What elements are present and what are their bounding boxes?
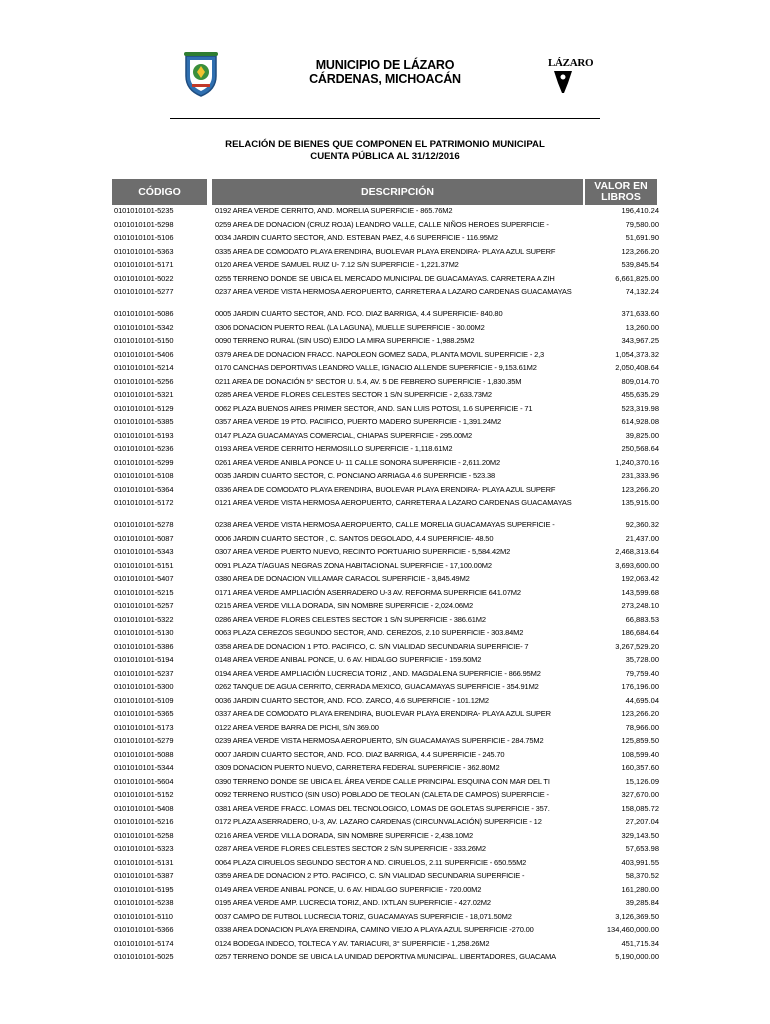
cell-code: 0101010101-5172 [114, 498, 174, 507]
cell-code: 0101010101-5108 [114, 471, 174, 480]
cell-description: 0122 AREA VERDE BARRA DE PICHI, S/N 369.00 [215, 722, 379, 732]
table-row [114, 260, 659, 274]
table-row [114, 431, 659, 445]
table-row [114, 561, 659, 575]
cell-description: 0092 TERRENO RUSTICO (SIN USO) POBLADO DE TEOLAN (CALETA DE CAMPOS) SUPERFICIE - [215, 790, 549, 799]
cell-value: 539,845.54 [621, 260, 659, 269]
table-row [114, 777, 659, 791]
cell-description: 0285 AREA VERDE FLORES CELESTES SECTOR 1 S/N SUPERFICIE - 2,633.73M2 [215, 390, 492, 399]
cell-value: 186,684.64 [621, 628, 659, 637]
cell-code: 0101010101-5408 [114, 803, 174, 813]
cell-description: 0336 AREA DE COMODATO PLAYA ERENDIRA, BUOLEVAR PLAYA ERENDIRA- PLAYA AZUL SUPERF [215, 484, 556, 494]
cell-value: 35,728.00 [625, 655, 659, 664]
cell-description: 0034 JARDIN CUARTO SECTOR, AND. ESTEBAN PAEZ, 4.6 SUPERFICIE - 116.95M2 [215, 233, 498, 242]
cell-description: 0338 AREA DONACION PLAYA ERENDIRA, CAMINO VIEJO A PLAYA AZUL SUPERFICIE -270.00 [215, 925, 534, 934]
column-header-value-line-1: VALOR EN [594, 180, 648, 192]
cell-value: 143,599.68 [621, 587, 659, 597]
cell-value: 3,267,529.20 [615, 641, 659, 651]
cell-description: 0239 AREA VERDE VISTA HERMOSA AEROPUERTO, S/N GUACAMAYAS SUPERFICIE - 284.75M2 [215, 736, 544, 745]
lazaro-logo-text: LÁZARO [548, 57, 594, 69]
table-row [114, 206, 659, 220]
cell-code: 0101010101-5322 [114, 614, 174, 624]
cell-code: 0101010101-5086 [114, 309, 174, 318]
column-header-value-line-2: LIBROS [601, 191, 641, 203]
table-row [114, 485, 659, 499]
cell-value: 329,143.50 [621, 830, 659, 840]
cell-code: 0101010101-5344 [114, 763, 174, 772]
cell-description: 0381 AREA VERDE FRACC. LOMAS DEL TECNOLOGICO, LOMAS DE GOLETAS SUPERFICIE - 357. [215, 803, 550, 813]
table-row [114, 709, 659, 723]
cell-code: 0101010101-5171 [114, 260, 174, 269]
cell-description: 0193 AREA VERDE CERRITO HERMOSILLO SUPERFICIE - 1,118.61M2 [215, 444, 453, 453]
table-row [114, 458, 659, 472]
cell-description: 0262 TANQUE DE AGUA CERRITO, CERRADA MEXICO, GUACAMAYAS SUPERFICIE - 354.91M2 [215, 682, 539, 691]
table-row [114, 498, 659, 520]
cell-code: 0101010101-5088 [114, 749, 174, 759]
cell-description: 0380 AREA DE DONACION VILLAMAR CARACOL SUPERFICIE - 3,845.49M2 [215, 574, 470, 583]
cell-description: 0090 TERRENO RURAL (SIN USO) EJIDO LA MIRA SUPERFICIE - 1,988.25M2 [215, 336, 475, 345]
cell-code: 0101010101-5150 [114, 336, 174, 345]
table-row [114, 790, 659, 804]
table-row [114, 417, 659, 431]
table-row [114, 844, 659, 858]
cell-value: 273,248.10 [621, 601, 659, 610]
cell-code: 0101010101-5151 [114, 560, 174, 570]
cell-value: 1,240,370.16 [615, 457, 659, 467]
cell-code: 0101010101-5109 [114, 695, 174, 705]
cell-description: 0261 AREA VERDE ANIBLA PONCE U- 11 CALLE SONORA SUPERFICIE - 2,611.20M2 [215, 457, 501, 467]
cell-description: 0148 AREA VERDE ANIBAL PONCE, U. 6 AV. HIDALGO SUPERFICIE - 159.50M2 [215, 655, 482, 664]
cell-value: 371,633.60 [621, 309, 659, 318]
cell-value: 123,266.20 [621, 484, 659, 494]
cell-code: 0101010101-5238 [114, 898, 174, 907]
cell-description: 0062 PLAZA BUENOS AIRES PRIMER SECTOR, AND. SAN LUIS POTOSI, 1.6 SUPERFICIE - 71 [215, 403, 533, 413]
cell-code: 0101010101-5406 [114, 349, 174, 359]
table-row [114, 723, 659, 737]
table-row [114, 642, 659, 656]
cell-description: 0287 AREA VERDE FLORES CELESTES SECTOR 2 S/N SUPERFICIE - 333.26M2 [215, 844, 486, 853]
table-row [114, 377, 659, 391]
cell-value: 158,085.72 [621, 803, 659, 813]
cell-value: 5,190,000.00 [615, 952, 659, 961]
cell-value: 403,991.55 [621, 857, 659, 867]
cell-description: 0035 JARDIN CUARTO SECTOR, C. PONCIANO ARRIAGA 4.6 SUPERFICIE - 523.38 [215, 471, 496, 480]
cell-description: 0379 AREA DE DONACION FRACC. NAPOLEON GOMEZ SADA, PLANTA MOVIL SUPERFICIE - 2,3 [215, 349, 545, 359]
cell-code: 0101010101-5279 [114, 736, 174, 745]
table-row [114, 534, 659, 548]
cell-value: 58,370.52 [625, 871, 659, 880]
cell-code: 0101010101-5256 [114, 376, 174, 386]
table-row [114, 615, 659, 629]
table-row [114, 588, 659, 602]
cell-value: 125,859.50 [621, 736, 659, 745]
cell-description: 0255 TERRENO DONDE SE UBICA EL MERCADO MUNICIPAL DE GUACAMAYAS. CARRETERA A ZIH [215, 273, 555, 283]
table-row [114, 804, 659, 818]
cell-description: 0006 JARDIN CUARTO SECTOR , C. SANTOS DEGOLADO, 4.4 SUPERFICIE- 48.50 [215, 533, 494, 543]
cell-description: 0357 AREA VERDE 19 PTO. PACIFICO, PUERTO MADERO SUPERFICIE - 1,391.24M2 [215, 417, 501, 426]
page-title-line-2: CÁRDENAS, MICHOACÁN [309, 72, 461, 86]
table-row [114, 763, 659, 777]
assets-table [114, 206, 659, 966]
table-row [114, 471, 659, 485]
cell-code: 0101010101-5130 [114, 628, 174, 637]
cell-code: 0101010101-5366 [114, 925, 174, 934]
cell-code: 0101010101-5131 [114, 857, 174, 867]
cell-value: 57,653.98 [625, 844, 659, 853]
cell-code: 0101010101-5257 [114, 601, 174, 610]
header-divider [170, 118, 600, 119]
table-row [114, 601, 659, 615]
cell-description: 0036 JARDIN CUARTO SECTOR, AND. FCO. ZARCO, 4.6 SUPERFICIE - 101.12M2 [215, 695, 489, 705]
cell-description: 0257 TERRENO DONDE SE UBICA LA UNIDAD DEPORTIVA MUNICIPAL. LIBERTADORES, GUACAMA [215, 952, 557, 961]
cell-description: 0171 AREA VERDE AMPLIACIÓN ASERRADERO U-3 AV. REFORMA SUPERFICIE 641.07M2 [215, 587, 521, 597]
cell-description: 0195 AREA VERDE AMP. LUCRECIA TORIZ, AND. IXTLAN SUPERFICIE - 427.02M2 [215, 898, 491, 907]
cell-value: 176,196.00 [621, 682, 659, 691]
cell-description: 0216 AREA VERDE VILLA DORADA, SIN NOMBRE SUPERFICIE - 2,438.10M2 [215, 830, 474, 840]
cell-value: 161,280.00 [621, 884, 659, 894]
table-row [114, 952, 659, 966]
cell-description: 0337 AREA DE COMODATO PLAYA ERENDIRA, BUOLEVAR PLAYA ERENDIRA- PLAYA AZUL SUPER [215, 709, 551, 718]
cell-value: 44,695.04 [625, 695, 659, 705]
cell-code: 0101010101-5194 [114, 655, 174, 664]
table-row [114, 736, 659, 750]
table-row [114, 912, 659, 926]
cell-code: 0101010101-5025 [114, 952, 174, 961]
cell-description: 0120 AREA VERDE SAMUEL RUIZ U- 7.12 S/N SUPERFICIE - 1,221.37M2 [215, 260, 459, 269]
cell-value: 451,715.34 [621, 938, 659, 948]
column-header-code: CÓDIGO [112, 179, 207, 205]
cell-description: 0335 AREA DE COMODATO PLAYA ERENDIRA, BUOLEVAR PLAYA ERENDIRA- PLAYA AZUL SUPERF [215, 246, 556, 256]
cell-description: 0124 BODEGA INDECO, TOLTECA Y AV. TARIACURI, 3° SUPERFICIE - 1,258.26M2 [215, 938, 490, 948]
cell-code: 0101010101-5343 [114, 547, 174, 556]
table-row [114, 274, 659, 288]
cell-description: 0063 PLAZA CEREZOS SEGUNDO SECTOR, AND. CEREZOS, 2.10 SUPERFICIE - 303.84M2 [215, 628, 524, 637]
cell-value: 196,410.24 [621, 206, 659, 215]
cell-code: 0101010101-5237 [114, 668, 174, 678]
cell-code: 0101010101-5129 [114, 403, 174, 413]
table-row [114, 247, 659, 261]
cell-value: 13,260.00 [625, 322, 659, 332]
cell-description: 0238 AREA VERDE VISTA HERMOSA AEROPUERTO, CALLE MORELIA GUACAMAYAS SUPERFICIE - [215, 520, 555, 529]
table-row [114, 220, 659, 234]
cell-code: 0101010101-5195 [114, 884, 174, 894]
cell-value: 27,207.04 [625, 817, 659, 826]
cell-code: 0101010101-5364 [114, 484, 174, 494]
cell-description: 0309 DONACION PUERTO NUEVO, CARRETERA FEDERAL SUPERFICIE - 362.80M2 [215, 763, 500, 772]
cell-code: 0101010101-5173 [114, 722, 174, 732]
cell-value: 15,126.09 [625, 776, 659, 786]
cell-value: 455,635.29 [621, 390, 659, 399]
cell-code: 0101010101-5277 [114, 287, 174, 296]
cell-description: 0194 AREA VERDE AMPLIACIÓN LUCRECIA TORIZ , AND. MAGDALENA SUPERFICIE - 866.95M2 [215, 668, 541, 678]
cell-code: 0101010101-5342 [114, 322, 174, 332]
cell-value: 192,063.42 [621, 574, 659, 583]
cell-value: 1,054,373.32 [615, 349, 659, 359]
cell-value: 51,691.90 [625, 233, 659, 242]
cell-code: 0101010101-5323 [114, 844, 174, 853]
table-row [114, 520, 659, 534]
cell-description: 0307 AREA VERDE PUERTO NUEVO, RECINTO PORTUARIO SUPERFICIE - 5,584.42M2 [215, 547, 511, 556]
cell-value: 250,568.64 [621, 444, 659, 453]
cell-description: 0064 PLAZA CIRUELOS SEGUNDO SECTOR A ND. CIRUELOS, 2.11 SUPERFICIE - 650.55M2 [215, 857, 527, 867]
cell-code: 0101010101-5300 [114, 682, 174, 691]
table-row [114, 858, 659, 872]
cell-description: 0358 AREA DE DONACION 1 PTO. PACIFICO, C. S/N VIALIDAD SECUNDARIA SUPERFICIE- 7 [215, 641, 529, 651]
cell-description: 0121 AREA VERDE VISTA HERMOSA AEROPUERTO, CARRETERA A LAZARO CARDENAS GUACAMAYAS [215, 498, 572, 507]
cell-value: 74,132.24 [625, 287, 659, 296]
column-header-value [585, 179, 657, 205]
table-row [114, 323, 659, 337]
table-row [114, 363, 659, 377]
cell-code: 0101010101-5278 [114, 520, 174, 529]
cell-value: 123,266.20 [621, 709, 659, 718]
cell-code: 0101010101-5385 [114, 417, 174, 426]
cell-code: 0101010101-5087 [114, 533, 174, 543]
table-row [114, 669, 659, 683]
cell-description: 0192 AREA VERDE CERRITO, AND. MORELIA SUPERFICIE - 865.76M2 [215, 206, 453, 215]
table-row [114, 817, 659, 831]
cell-description: 0147 PLAZA GUACAMAYAS COMERCIAL, CHIAPAS SUPERFICIE - 295.00M2 [215, 430, 473, 440]
cell-description: 0259 AREA DE DONACION (CRUZ ROJA) LEANDRO VALLE, CALLE NIÑOS HEROES SUPERFICIE - [215, 219, 549, 229]
table-row [114, 628, 659, 642]
cell-code: 0101010101-5604 [114, 776, 174, 786]
table-row [114, 390, 659, 404]
cell-description: 0286 AREA VERDE FLORES CELESTES SECTOR 1 S/N SUPERFICIE - 386.61M2 [215, 614, 486, 624]
table-row [114, 831, 659, 845]
cell-code: 0101010101-5152 [114, 790, 174, 799]
cell-code: 0101010101-5387 [114, 871, 174, 880]
cell-value: 21,437.00 [625, 533, 659, 543]
cell-value: 523,319.98 [621, 403, 659, 413]
cell-code: 0101010101-5214 [114, 363, 174, 372]
cell-value: 3,693,600.00 [615, 560, 659, 570]
cell-code: 0101010101-5365 [114, 709, 174, 718]
cell-description: 0170 CANCHAS DEPORTIVAS LEANDRO VALLE, IGNACIO ALLENDE SUPERFICIE - 9,153.61M2 [215, 363, 537, 372]
cell-description: 0211 AREA DE DONACIÓN 5° SECTOR U. 5.4, AV. 5 DE FEBRERO SUPERFICIE - 1,830.35M [215, 376, 522, 386]
cell-value: 134,460,000.00 [606, 925, 659, 934]
cell-description: 0007 JARDIN CUARTO SECTOR, AND. FCO. DIAZ BARRIGA, 4.4 SUPERFICIE - 245.70 [215, 749, 505, 759]
table-row [114, 871, 659, 885]
cell-description: 0306 DONACION PUERTO REAL (LA LAGUNA), MUELLE SUPERFICIE - 30.00M2 [215, 322, 485, 332]
report-subtitle-line-1: RELACIÓN DE BIENES QUE COMPONEN EL PATRIMONIO MUNICIPAL [225, 139, 545, 150]
cell-value: 231,333.96 [621, 471, 659, 480]
cell-code: 0101010101-5386 [114, 641, 174, 651]
page-title-line-1: MUNICIPIO DE LÁZARO [315, 58, 455, 72]
cell-value: 809,014.70 [621, 376, 659, 386]
cell-code: 0101010101-5110 [114, 911, 173, 921]
cell-code: 0101010101-5258 [114, 830, 174, 840]
cell-description: 0172 PLAZA ASERRADERO, U-3, AV. LAZARO CARDENAS (CIRCUNVALACIÓN) SUPERFICIE - 12 [215, 817, 542, 826]
table-row [114, 547, 659, 561]
cell-value: 39,285.84 [625, 898, 659, 907]
cell-description: 0091 PLAZA T/AGUAS NEGRAS ZONA HABITACIONAL SUPERFICIE - 17,100.00M2 [215, 560, 492, 570]
cell-code: 0101010101-5407 [114, 574, 174, 583]
table-row [114, 925, 659, 939]
cell-value: 160,357.60 [621, 763, 659, 772]
cell-description: 0390 TERRENO DONDE SE UBICA EL ÁREA VERDE CALLE PRINCIPAL ESQUINA CON MAR DEL TI [215, 776, 550, 786]
cell-description: 0037 CAMPO DE FUTBOL LUCRECIA TORIZ, GUACAMAYAS SUPERFICIE - 18,071.50M2 [215, 911, 512, 921]
table-row [114, 574, 659, 588]
cell-value: 2,468,313.64 [615, 547, 659, 556]
table-row [114, 287, 659, 309]
cell-code: 0101010101-5022 [114, 273, 174, 283]
cell-value: 3,126,369.50 [615, 911, 659, 921]
table-row [114, 750, 659, 764]
cell-code: 0101010101-5298 [114, 219, 174, 229]
table-row [114, 696, 659, 710]
cell-value: 78,966.00 [625, 722, 659, 732]
cell-code: 0101010101-5321 [114, 390, 174, 399]
table-row [114, 898, 659, 912]
table-row [114, 336, 659, 350]
table-row [114, 682, 659, 696]
cell-value: 108,599.40 [621, 749, 659, 759]
table-row [114, 309, 659, 323]
cell-value: 39,825.00 [625, 430, 659, 440]
cell-value: 123,266.20 [621, 246, 659, 256]
cell-value: 343,967.25 [621, 336, 659, 345]
cell-code: 0101010101-5215 [114, 587, 174, 597]
cell-description: 0237 AREA VERDE VISTA HERMOSA AEROPUERTO, CARRETERA A LAZARO CARDENAS GUACAMAYAS [215, 287, 572, 296]
cell-code: 0101010101-5363 [114, 246, 174, 256]
table-row [114, 444, 659, 458]
column-header-description: DESCRIPCIÓN [212, 179, 583, 205]
cell-value: 79,580.00 [625, 219, 659, 229]
cell-code: 0101010101-5299 [114, 457, 174, 467]
cell-code: 0101010101-5235 [114, 206, 174, 215]
cell-value: 92,360.32 [625, 520, 659, 529]
table-row [114, 233, 659, 247]
cell-value: 66,883.53 [625, 614, 659, 624]
cell-description: 0215 AREA VERDE VILLA DORADA, SIN NOMBRE SUPERFICIE - 2,024.06M2 [215, 601, 474, 610]
cell-value: 79,759.40 [625, 668, 659, 678]
cell-code: 0101010101-5236 [114, 444, 174, 453]
cell-code: 0101010101-5106 [114, 233, 174, 242]
table-row [114, 350, 659, 364]
cell-description: 0149 AREA VERDE ANIBAL PONCE, U. 6 AV. HIDALGO SUPERFICIE - 720.00M2 [215, 884, 482, 894]
report-subtitle-line-2: CUENTA PÚBLICA AL 31/12/2016 [310, 151, 460, 162]
cell-code: 0101010101-5174 [114, 938, 174, 948]
cell-value: 135,915.00 [621, 498, 659, 507]
table-row [114, 939, 659, 953]
cell-code: 0101010101-5216 [114, 817, 174, 826]
table-row [114, 885, 659, 899]
cell-value: 614,928.08 [621, 417, 659, 426]
table-row [114, 655, 659, 669]
table-row [114, 404, 659, 418]
cell-code: 0101010101-5193 [114, 430, 174, 440]
cell-description: 0359 AREA DE DONACION 2 PTO. PACIFICO, C. S/N VIALIDAD SECUNDARIA SUPERFICIE - [215, 871, 525, 880]
cell-value: 6,661,825.00 [615, 273, 659, 283]
cell-value: 327,670.00 [621, 790, 659, 799]
cell-value: 2,050,408.64 [615, 363, 659, 372]
cell-description: 0005 JARDIN CUARTO SECTOR, AND. FCO. DIAZ BARRIGA, 4.4 SUPERFICIE- 840.80 [215, 309, 503, 318]
